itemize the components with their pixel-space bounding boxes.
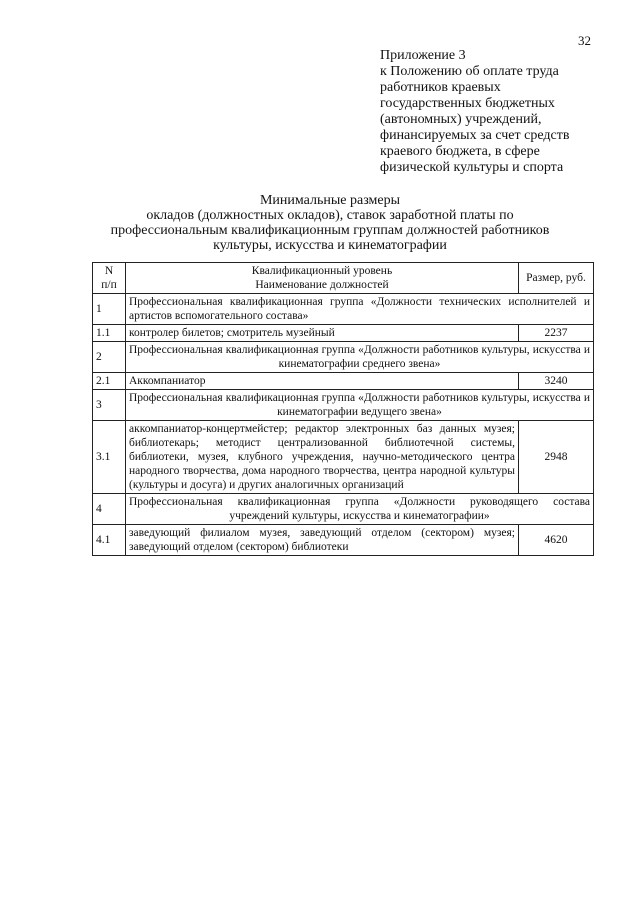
row-num: 2.1 [93,373,126,390]
appendix-line: физической культуры и спорта [380,160,564,175]
header-name-cell [126,263,519,294]
salary-table [92,262,594,556]
header-amount-cell: Размер, руб. [519,263,594,294]
table-row-group [93,342,594,373]
page-number: 32 [578,33,591,48]
row-role-name: контролер билетов; смотритель музейный [126,325,519,342]
header-name-line1: Квалификационный уровень [251,265,393,277]
row-amount: 3240 [519,373,594,390]
row-num: 1 [93,294,126,325]
row-num: 3.1 [93,421,126,494]
row-num: 4 [93,494,126,525]
row-amount: 2948 [519,421,594,494]
row-num: 4.1 [93,525,126,556]
title-line: окладов (должностных окладов), ставок заработной платы по [146,208,514,223]
table-row-role [93,325,594,342]
row-role-name: Аккомпаниатор [126,373,519,390]
header-num-line1: N [104,265,114,277]
appendix-line: финансируемых за счет средств [380,128,570,143]
row-num: 3 [93,390,126,421]
row-amount: 4620 [519,525,594,556]
document-title [70,193,590,253]
appendix-header [380,48,620,176]
row-group-name: Профессиональная квалификационная группа «Должности работников культуры, искусства и кинематографии ведущего звена» [126,390,594,421]
appendix-line: Приложение 3 [380,48,466,63]
header-num-cell [93,263,126,294]
header-num-line2: п/п [101,279,117,291]
appendix-line: к Положению об оплате труда [380,64,559,79]
row-num: 1.1 [93,325,126,342]
title-line: культуры, искусства и кинематографии [213,238,447,253]
appendix-line: краевого бюджета, в сфере [380,144,540,159]
row-num: 2 [93,342,126,373]
table-row-group [93,494,594,525]
row-role-name: аккомпаниатор-концертмейстер; редактор электронных баз данных музея; библиотекарь; методист централизованной библиотечной системы, библиотеки, музея, клубного учреждения, научно-методического центра народного творчества, дома народного творчества, центра народной культуры (культуры и досуга) и других аналогичных организаций [126,421,519,494]
header-name-line2: Наименование должностей [255,279,389,291]
row-group-name: Профессиональная квалификационная группа «Должности руководящего состава учреждений культуры, искусства и кинематографии» [126,494,594,525]
title-line: Минимальные размеры [259,193,401,208]
appendix-line: работников краевых [380,80,501,95]
title-line: профессиональным квалификационным группам должностей работников [110,223,550,238]
table-row-group [93,294,594,325]
table-row-group [93,390,594,421]
table-row-role [93,421,594,494]
row-role-name: заведующий филиалом музея, заведующий отделом (сектором) музея; заведующий отделом (сектором) библиотеки [126,525,519,556]
row-group-name: Профессиональная квалификационная группа «Должности технических исполнителей и артистов вспомогательного состава» [126,294,594,325]
row-amount: 2237 [519,325,594,342]
table-row-role [93,525,594,556]
appendix-line: государственных бюджетных [380,96,555,111]
table-header-row [93,263,594,294]
appendix-line: (автономных) учреждений, [380,112,542,127]
table-row-role [93,373,594,390]
row-group-name: Профессиональная квалификационная группа «Должности работников культуры, искусства и кинематографии среднего звена» [126,342,594,373]
